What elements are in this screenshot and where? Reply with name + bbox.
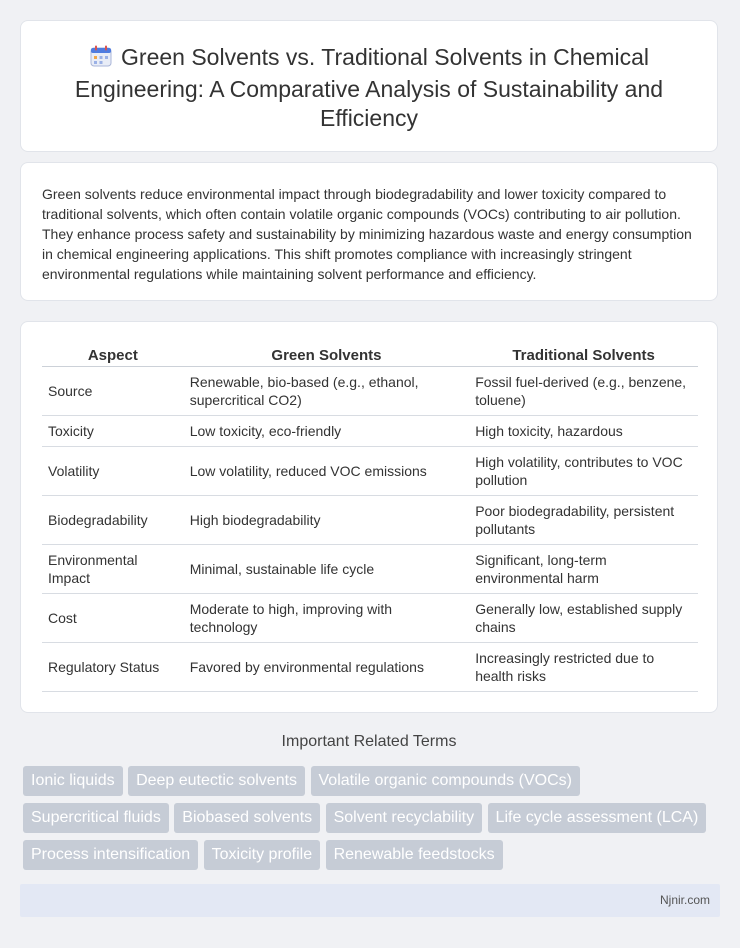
comparison-card [20,321,718,713]
term-chip[interactable]: Toxicity profile [204,840,320,870]
cell-green: Favored by environmental regulations [184,643,469,692]
header-green: Green Solvents [184,344,469,367]
term-chip[interactable]: Solvent recyclability [326,803,483,833]
cell-traditional: Increasingly restricted due to health risks [469,643,698,692]
cell-green: High biodegradability [184,496,469,545]
cell-green: Moderate to high, improving with technology [184,594,469,643]
intro-paragraph: Green solvents reduce environmental impact through biodegradability and lower toxicity compared to traditional solvents, which often contain volatile organic compounds (VOCs) contributing to air pollution. They enhance process safety and sustainability by minimizing hazardous waste and energy consumption in chemical engineering applications. This shift promotes compliance with increasingly stringent environmental regulations while maintaining solvent performance and efficiency. [42,186,692,282]
cell-aspect: Regulatory Status [42,643,184,692]
table-row [42,545,698,594]
cell-traditional: Poor biodegradability, persistent pollutants [469,496,698,545]
header-aspect: Aspect [42,344,184,367]
term-chip[interactable]: Biobased solvents [174,803,320,833]
cell-aspect: Biodegradability [42,496,184,545]
comparison-table [42,344,698,692]
calendar-icon [89,44,113,75]
term-chip[interactable]: Ionic liquids [23,766,123,796]
cell-aspect: Environmental Impact [42,545,184,594]
cell-aspect: Source [42,367,184,416]
intro-card [20,162,718,301]
cell-traditional: High volatility, contributes to VOC pollution [469,447,698,496]
table-row [42,496,698,545]
title-card [20,20,718,152]
cell-traditional: Generally low, established supply chains [469,594,698,643]
cell-aspect: Volatility [42,447,184,496]
table-row [42,594,698,643]
page-title [51,43,687,133]
cell-green: Low volatility, reduced VOC emissions [184,447,469,496]
cell-green: Minimal, sustainable life cycle [184,545,469,594]
table-row [42,367,698,416]
table-header-row [42,344,698,367]
page-title-text: Green Solvents vs. Traditional Solvents in Chemical Engineering: A Comparative Analysis of Sustainability and Efficiency [74,44,664,131]
related-terms-heading: Important Related Terms [281,733,457,750]
cell-traditional: Fossil fuel-derived (e.g., benzene, toluene) [469,367,698,416]
cell-traditional: High toxicity, hazardous [469,416,698,447]
cell-aspect: Cost [42,594,184,643]
cell-green: Renewable, bio-based (e.g., ethanol, supercritical CO2) [184,367,469,416]
term-chip[interactable]: Volatile organic compounds (VOCs) [311,766,580,796]
term-chip[interactable]: Life cycle assessment (LCA) [488,803,707,833]
term-chip[interactable]: Renewable feedstocks [326,840,503,870]
cell-green: Low toxicity, eco-friendly [184,416,469,447]
term-chip[interactable]: Deep eutectic solvents [128,766,305,796]
term-chip[interactable]: Supercritical fluids [23,803,169,833]
table-row [42,447,698,496]
table-row [42,416,698,447]
related-terms-list [23,766,723,877]
footer-site-link[interactable]: Njnir.com [659,893,710,907]
cell-traditional: Significant, long-term environmental harm [469,545,698,594]
term-chip[interactable]: Process intensification [23,840,198,870]
footer [20,884,720,917]
cell-aspect: Toxicity [42,416,184,447]
table-row [42,643,698,692]
header-traditional: Traditional Solvents [469,344,698,367]
